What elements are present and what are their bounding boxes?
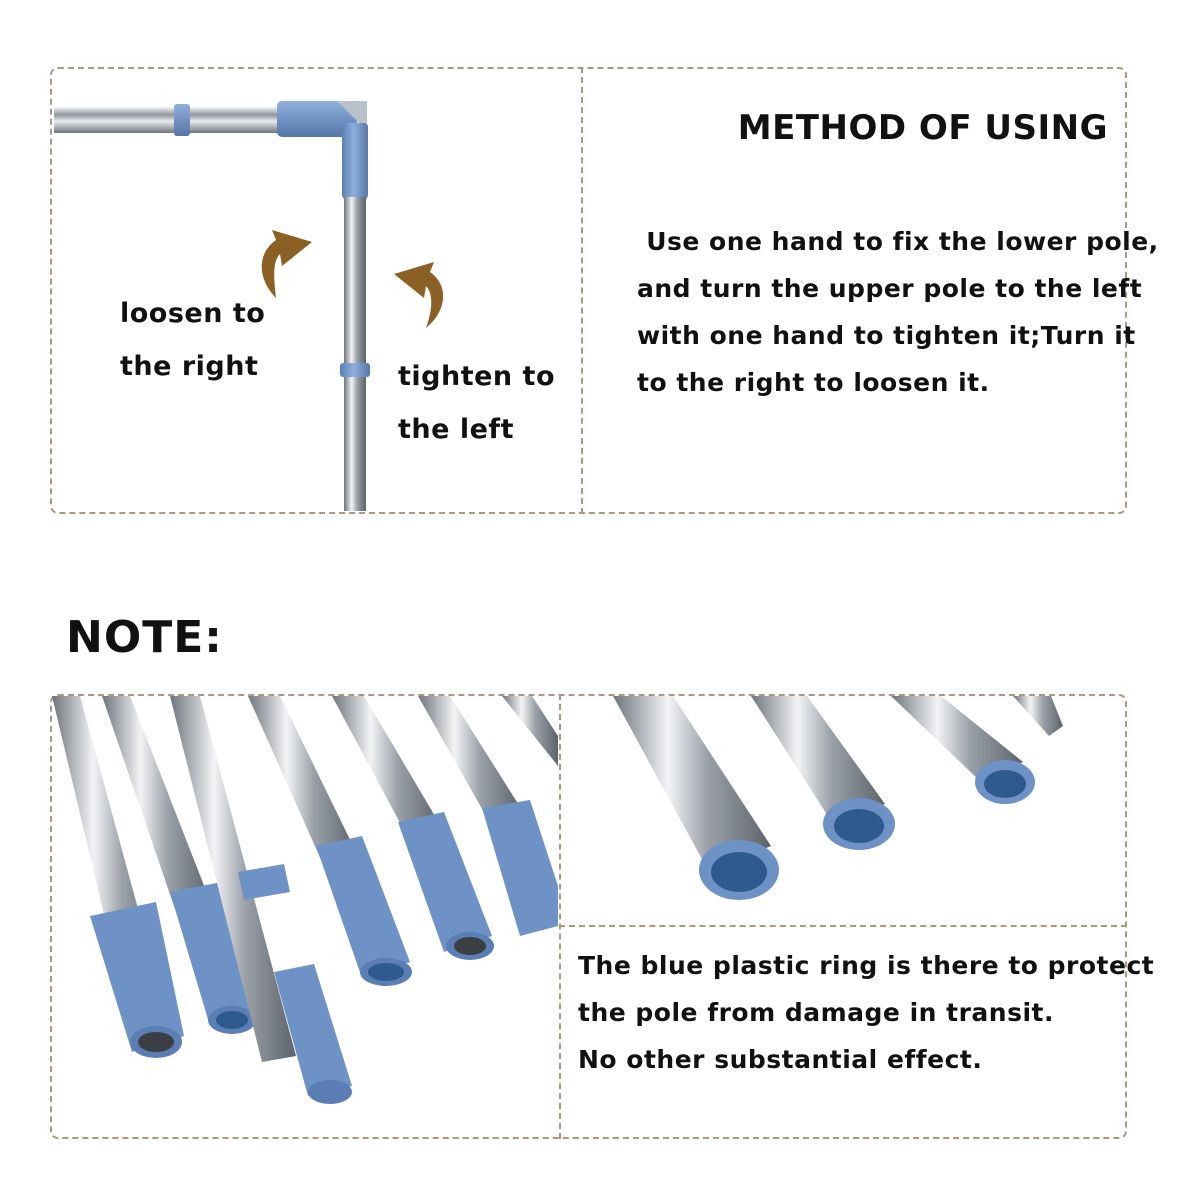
label-tighten: tighten to the left <box>398 361 556 445</box>
blue-ring <box>340 363 370 377</box>
label-loosen: loosen to the right <box>120 298 266 382</box>
blue-ring <box>174 104 190 136</box>
method-panel-divider <box>581 67 583 514</box>
pole-group <box>52 696 558 1104</box>
method-title: METHOD OF USING <box>737 108 1108 148</box>
note-panel-hdivider <box>559 925 1127 927</box>
note-explanation: The blue plastic ring is there to protect the pole from damage in transit. No other substantial effect. <box>578 951 1155 1074</box>
poles-with-caps-photo <box>52 696 558 1137</box>
curved-arrow-left-icon <box>386 250 466 334</box>
pole-ends-photo <box>561 696 1125 924</box>
note-heading: NOTE: <box>66 612 223 663</box>
method-instructions: Use one hand to fix the lower pole, and turn the upper pole to the left with one hand to tighten it;Turn it to the right to loosen it. <box>637 227 1159 397</box>
